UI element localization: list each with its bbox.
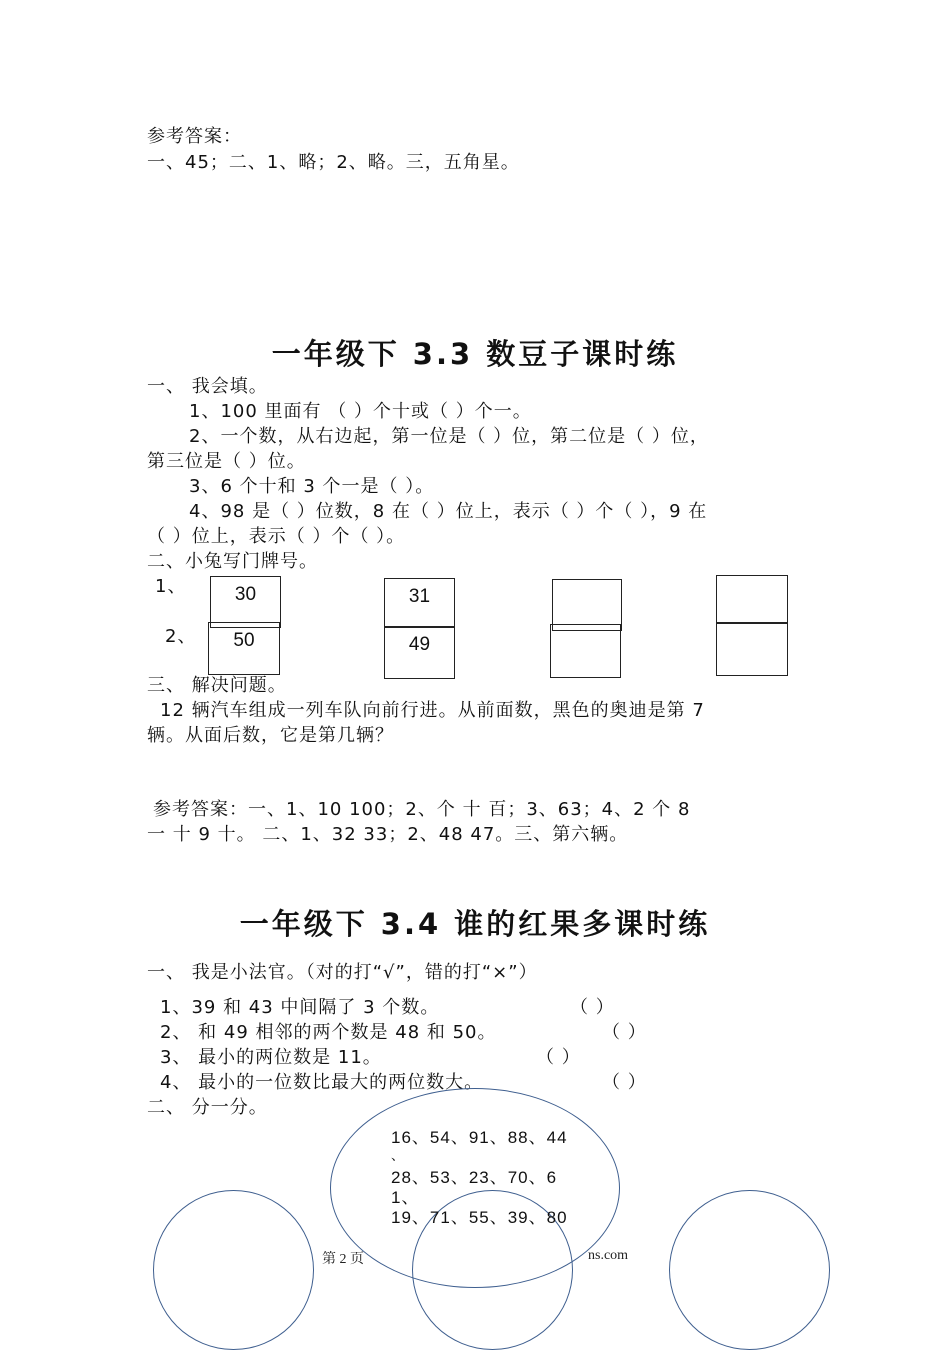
door-box-2-top: 31 bbox=[384, 578, 455, 628]
right-circle bbox=[669, 1190, 830, 1350]
door-box-1-bottom: 50 bbox=[208, 622, 280, 675]
answer-content: 一、45；二、1、略；2、略。三，五角星。 bbox=[147, 152, 520, 173]
answer-label: 参考答案： bbox=[147, 126, 242, 147]
numbers-line-2: 28、53、23、70、6 bbox=[391, 1168, 558, 1187]
numbers-line-1-cont: 、 bbox=[391, 1148, 406, 1163]
judge-q2: 2、 和 49 相邻的两个数是 48 和 50。 bbox=[160, 1022, 497, 1043]
question-2-cont: 第三位是（ ）位。 bbox=[147, 451, 306, 472]
row-2-label: 2、 bbox=[165, 626, 197, 647]
judge-q2-paren: （ ） bbox=[602, 1022, 647, 1043]
row-1-label: 1、 bbox=[155, 576, 187, 597]
question-4: 4、98 是（ ）位数，8 在（ ）位上，表示（ ）个（ ），9 在 bbox=[189, 501, 708, 522]
door-box-4-top bbox=[716, 575, 788, 624]
question-2: 2、一个数，从右边起，第一位是（ ）位，第二位是（ ）位， bbox=[189, 426, 709, 447]
problem-line-1: 12 辆汽车组成一列车队向前行进。从前面数，黑色的奥迪是第 7 bbox=[160, 700, 705, 721]
footer-page-number: 第 2 页 bbox=[322, 1252, 364, 1267]
question-3: 3、6 个十和 3 个一是（ ）。 bbox=[189, 476, 435, 497]
door-box-1-top: 30 bbox=[210, 576, 281, 628]
door-box-2-bottom: 49 bbox=[384, 626, 455, 679]
numbers-line-2-cont: 1、 bbox=[391, 1188, 420, 1207]
footer-site: ns.com bbox=[588, 1248, 629, 1263]
numbers-line-1: 16、54、91、88、44 bbox=[391, 1128, 568, 1147]
judge-heading: 一、 我是小法官。（对的打“√”，错的打“×”） bbox=[147, 962, 538, 983]
question-4-cont: （ ）位上，表示（ ）个（ ）。 bbox=[147, 526, 406, 547]
judge-q3-paren: （ ） bbox=[536, 1047, 581, 1068]
judge-q1: 1、39 和 43 中间隔了 3 个数。 bbox=[160, 997, 440, 1018]
section-title-3-4: 一年级下 3.4 谁的红果多课时练 bbox=[239, 907, 711, 941]
judge-q4: 4、 最小的一位数比最大的两位数大。 bbox=[160, 1072, 484, 1093]
sort-heading: 二、 分一分。 bbox=[147, 1097, 268, 1118]
problem-line-2: 辆。从面后数，它是第几辆？ bbox=[147, 725, 394, 746]
left-circle bbox=[153, 1190, 314, 1350]
answer-3-3-line-2: 一 十 9 十。 二、1、32 33；2、48 47。三、第六辆。 bbox=[147, 824, 629, 845]
door-box-4-bottom bbox=[716, 622, 788, 676]
section-title-3-3: 一年级下 3.3 数豆子课时练 bbox=[271, 337, 679, 371]
part3-heading: 三、 解决问题。 bbox=[147, 675, 287, 696]
answer-3-3-line-1: 参考答案：一、1、10 100；2、个 十 百；3、63；4、2 个 8 bbox=[153, 799, 691, 820]
judge-q4-paren: （ ） bbox=[602, 1072, 647, 1093]
question-1: 1、100 里面有 （ ）个十或（ ）个一。 bbox=[189, 401, 532, 422]
judge-q3: 3、 最小的两位数是 11。 bbox=[160, 1047, 382, 1068]
numbers-line-3: 19、71、55、39、80 bbox=[391, 1208, 568, 1227]
judge-q1-paren: （ ） bbox=[570, 997, 615, 1018]
door-box-3-bottom bbox=[550, 624, 621, 678]
part2-heading: 二、小兔写门牌号。 bbox=[147, 551, 318, 572]
part1-heading: 一、 我会填。 bbox=[147, 376, 268, 397]
